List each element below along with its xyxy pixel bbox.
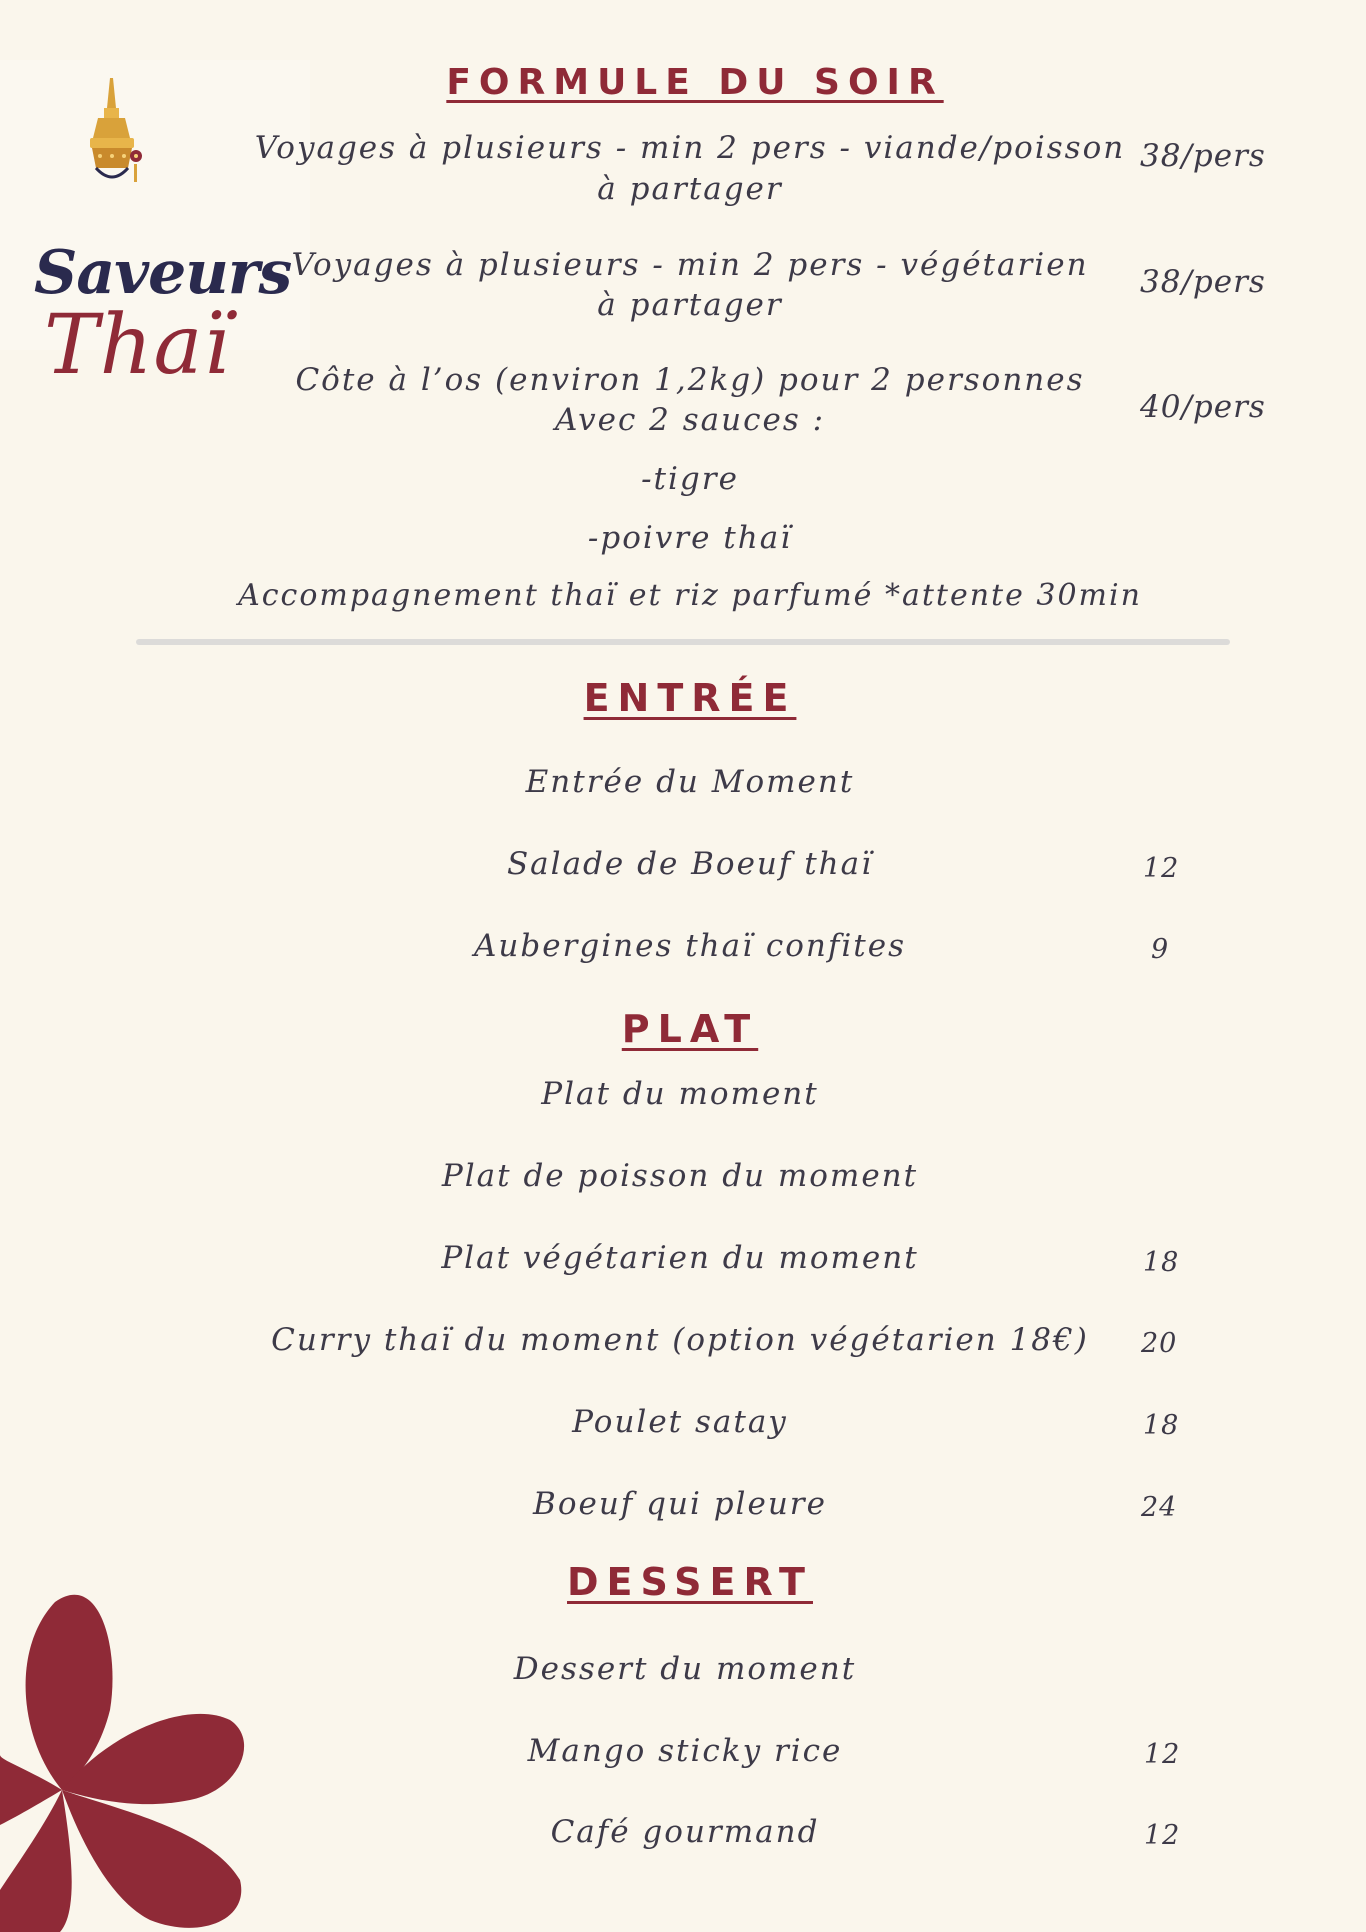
formule-sauce2: -poivre thaï (587, 520, 793, 556)
flower-decoration-icon (0, 1590, 260, 1932)
section-divider (136, 639, 1230, 645)
menu-item: Plat végétarien du moment (441, 1240, 919, 1276)
formule-item2-price: 38/pers (1140, 264, 1266, 300)
formule-accompagnement: Accompagnement thaï et riz parfumé *attente 30min (238, 578, 1142, 613)
menu-item: Salade de Boeuf thaï (506, 846, 874, 882)
menu-item: Boeuf qui pleure (533, 1486, 827, 1522)
menu-item-price: 12 (1144, 1820, 1181, 1851)
formule-item3-price: 40/pers (1140, 389, 1266, 425)
plat-title: PLAT (621, 1007, 759, 1051)
formule-item1-line2: à partager (597, 171, 783, 207)
menu-item: Plat de poisson du moment (441, 1158, 919, 1194)
logo-word-thai: Thaï (44, 298, 231, 393)
menu-item-price: 12 (1144, 1739, 1181, 1770)
formule-item3-line1: Côte à l’os (environ 1,2kg) pour 2 personnes (295, 362, 1085, 398)
menu-item-price: 20 (1141, 1328, 1178, 1359)
menu-item-price: 18 (1143, 1247, 1180, 1278)
menu-item: Dessert du moment (513, 1651, 857, 1687)
menu-item: Entrée du Moment (525, 764, 855, 800)
formule-item3-line2: Avec 2 sauces : (554, 402, 826, 438)
menu-item-price: 12 (1143, 853, 1180, 884)
menu-item-price: 18 (1143, 1410, 1180, 1441)
formule-item2-line2: à partager (597, 287, 783, 323)
menu-item: Mango sticky rice (527, 1733, 843, 1769)
entree-title: ENTRÉE (583, 676, 797, 720)
menu-item: Curry thaï du moment (option végétarien 18€) (271, 1322, 1089, 1358)
menu-item: Café gourmand (550, 1814, 820, 1850)
formule-title: FORMULE DU SOIR (446, 62, 944, 103)
menu-item: Aubergines thaï confites (474, 928, 906, 964)
formule-sauce1: -tigre (641, 461, 739, 497)
logo-word-saveurs: Saveurs (34, 238, 292, 308)
menu-item-price: 24 (1141, 1492, 1178, 1523)
formule-item2-line1: Voyages à plusieurs - min 2 pers - végétarien (291, 247, 1089, 283)
formule-item1-line1: Voyages à plusieurs - min 2 pers - viande/poisson (254, 130, 1126, 166)
menu-item: Poulet satay (572, 1404, 788, 1440)
menu-item: Plat du moment (541, 1076, 819, 1112)
formule-item1-price: 38/pers (1140, 138, 1266, 174)
dessert-title: DESSERT (567, 1560, 813, 1604)
menu-item-price: 9 (1151, 934, 1170, 965)
